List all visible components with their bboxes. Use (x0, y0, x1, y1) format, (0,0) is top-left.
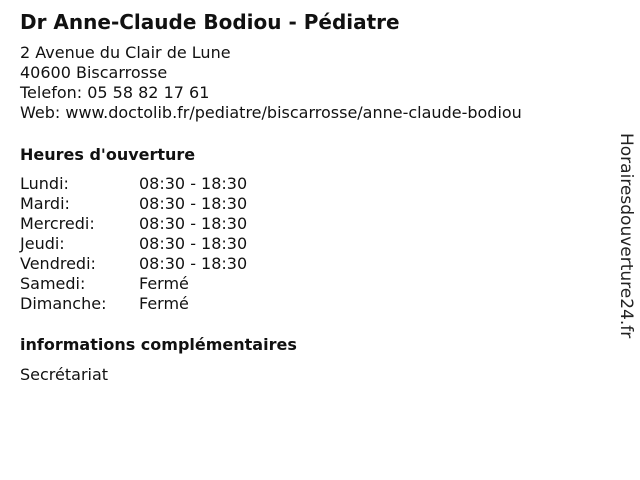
hours-time: 08:30 - 18:30 (139, 214, 248, 233)
website-link[interactable]: Web: www.doctolib.fr/pediatre/biscarrosse/anne-claude-bodiou (20, 103, 522, 122)
hours-row-tuesday (20, 194, 247, 214)
hours-row-saturday (20, 274, 247, 294)
hours-day: Mardi: (20, 194, 70, 213)
hours-time: 08:30 - 18:30 (139, 254, 248, 273)
hours-day: Lundi: (20, 174, 69, 193)
additional-info-heading: informations complémentaires (20, 335, 297, 354)
additional-info-text: Secrétariat (20, 365, 109, 384)
hours-row-monday (20, 174, 247, 194)
contact-block (20, 43, 522, 123)
address-line-2: 40600 Biscarrosse (20, 63, 168, 82)
hours-row-thursday (20, 234, 247, 254)
hours-row-sunday (20, 294, 247, 314)
hours-time: 08:30 - 18:30 (139, 194, 248, 213)
hours-day: Mercredi: (20, 214, 95, 233)
hours-row-wednesday (20, 214, 247, 234)
site-watermark: Horairesdouverture24.fr (616, 133, 636, 339)
hours-row-friday (20, 254, 247, 274)
address-line-1: 2 Avenue du Clair de Lune (20, 43, 231, 62)
hours-time: 08:30 - 18:30 (139, 174, 248, 193)
page-title: Dr Anne-Claude Bodiou - Pédiatre (20, 10, 400, 34)
hours-day: Jeudi: (20, 234, 65, 253)
phone-number[interactable]: Telefon: 05 58 82 17 61 (20, 83, 210, 102)
hours-time: Fermé (139, 294, 189, 313)
hours-time: Fermé (139, 274, 189, 293)
hours-day: Vendredi: (20, 254, 96, 273)
opening-hours-heading: Heures d'ouverture (20, 145, 196, 164)
opening-hours-table (20, 174, 247, 314)
hours-time: 08:30 - 18:30 (139, 234, 248, 253)
hours-day: Samedi: (20, 274, 86, 293)
hours-day: Dimanche: (20, 294, 107, 313)
